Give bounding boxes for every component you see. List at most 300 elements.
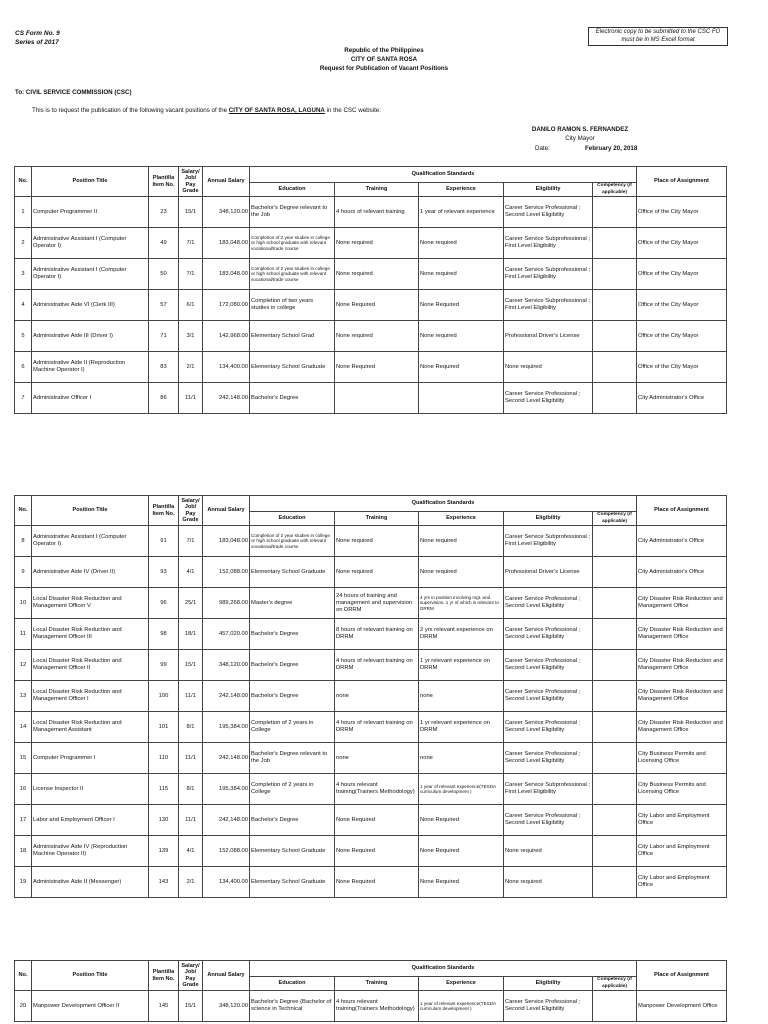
form-number-line: CS Form No. 9 (15, 30, 60, 37)
place-of-assignment: City Business Permits and Licensing Office (637, 774, 727, 805)
eligibility-cell: Career Service Professional ; Second Level Eligibility (504, 991, 593, 1022)
plantilla-item: 93 (149, 557, 179, 588)
experience-cell: None Required (419, 836, 504, 867)
place-of-assignment: City Labor and Employment Office (637, 867, 727, 898)
signatory-title: City Mayor (565, 135, 595, 142)
competency-cell (593, 836, 637, 867)
eligibility-cell: Career Service Subprofessional ; First Level Eligibility (504, 228, 593, 259)
eligibility-cell: Career Service Professional ; Second Level Eligibility (504, 197, 593, 228)
republic-heading: Republic of the Philippines (344, 47, 424, 54)
salary-grade: 2/1 (179, 352, 203, 383)
annual-salary: 134,400.00 (203, 352, 250, 383)
signatory-name: DANILO RAMON S. FERNANDEZ (531, 126, 629, 133)
place-of-assignment: Office of the City Mayor (637, 197, 727, 228)
competency-cell (593, 197, 637, 228)
experience-cell: None Required (419, 290, 504, 321)
annual-salary: 242,148.00 (203, 743, 250, 774)
position-title: Manpower Development Officer II (32, 991, 149, 1022)
education-cell: Bachelor's Degree (250, 650, 335, 681)
training-cell: 4 hours of relevant training on DRRM (335, 712, 419, 743)
place-of-assignment: City Disaster Risk Reduction and Management Office (637, 681, 727, 712)
training-cell (335, 383, 419, 414)
competency-cell (593, 805, 637, 836)
position-title: Local Disaster Risk Reduction and Management Assistant (32, 712, 149, 743)
competency-cell (593, 743, 637, 774)
salary-grade: 3/1 (179, 321, 203, 352)
salary-grade: 11/1 (179, 805, 203, 836)
education-cell: Completion of 2 years in College (250, 712, 335, 743)
education-cell: Bachelor's Degree (250, 681, 335, 712)
experience-cell: none (419, 681, 504, 712)
place-of-assignment: City Labor and Employment Office (637, 805, 727, 836)
plantilla-item: 100 (149, 681, 179, 712)
salary-grade: 11/1 (179, 681, 203, 712)
plantilla-item: 98 (149, 619, 179, 650)
eligibility-cell: Career Service Professional ; Second Level Eligibility (504, 383, 593, 414)
table-row (15, 681, 727, 712)
plantilla-item: 49 (149, 228, 179, 259)
place-of-assignment: City Disaster Risk Reduction and Management Office (637, 619, 727, 650)
experience-cell: 2 yrs relevant experience on DRRM (419, 619, 504, 650)
position-title: Local Disaster Risk Reduction and Management Officer I (32, 681, 149, 712)
place-of-assignment: Office of the City Mayor (637, 259, 727, 290)
place-of-assignment: Office of the City Mayor (637, 228, 727, 259)
plantilla-item: 83 (149, 352, 179, 383)
table-row (15, 321, 727, 352)
education-cell: Bachelor's Degree (Bachelor of science in Technical (250, 991, 335, 1022)
table-row (15, 259, 727, 290)
experience-cell (419, 383, 504, 414)
eligibility-cell: Professional Driver's License (504, 321, 593, 352)
plantilla-item: 91 (149, 526, 179, 557)
position-title: License Inspector II (32, 774, 149, 805)
plantilla-item: 139 (149, 836, 179, 867)
col-header-training: Training (335, 512, 419, 526)
place-of-assignment: Office of the City Mayor (637, 352, 727, 383)
competency-cell (593, 681, 637, 712)
col-header-qualification: Qualification Standards (250, 961, 637, 977)
row-no: 13 (15, 681, 32, 712)
addressee-line: To: CIVIL SERVICE COMMISSION (CSC) (15, 89, 132, 96)
row-no: 7 (15, 383, 32, 414)
plantilla-item: 57 (149, 290, 179, 321)
experience-cell: None Required (419, 352, 504, 383)
row-no: 12 (15, 650, 32, 681)
place-of-assignment: City Business Permits and Licensing Office (637, 743, 727, 774)
plantilla-item: 110 (149, 743, 179, 774)
row-no: 10 (15, 588, 32, 619)
annual-salary: 142,968.00 (203, 321, 250, 352)
table-row (15, 228, 727, 259)
training-cell: None required (335, 526, 419, 557)
education-cell: Elementary School Graduate (250, 867, 335, 898)
table-row (15, 290, 727, 321)
education-cell: Completion of 2 years in College (250, 774, 335, 805)
place-of-assignment: City Disaster Risk Reduction and Management Office (637, 588, 727, 619)
annual-salary: 457,020.00 (203, 619, 250, 650)
salary-grade: 6/1 (179, 290, 203, 321)
request-heading: Request for Publication of Vacant Positions (319, 65, 449, 72)
training-cell: None required (335, 259, 419, 290)
submission-note: Electronic copy to be submitted to the CSC FO must be in MS Excel format (588, 27, 728, 46)
plantilla-item: 71 (149, 321, 179, 352)
col-header-plantilla: Plantilla Item No. (149, 167, 179, 197)
experience-cell: None required (419, 526, 504, 557)
training-cell: None required (335, 557, 419, 588)
row-no: 14 (15, 712, 32, 743)
experience-cell: 1 year of relevant experience (419, 197, 504, 228)
education-cell: Elementary School Grad (250, 321, 335, 352)
position-title: Administrative Aide IV (Driver II) (32, 557, 149, 588)
education-cell-text: Completion of 2 year studies in college or high school graduate with relevant vocational/trade course (251, 533, 330, 549)
salary-grade: 8/1 (179, 774, 203, 805)
col-header-place: Place of Assignment (637, 496, 727, 526)
row-no: 17 (15, 805, 32, 836)
col-header-place: Place of Assignment (637, 961, 727, 991)
table-row (15, 197, 727, 228)
salary-grade: 25/1 (179, 588, 203, 619)
col-header-salary-grade: Salary/ Job/ Pay Grade (179, 167, 203, 197)
row-no: 18 (15, 836, 32, 867)
experience-cell-text: 1 year of relevant experience(TESDA curriculum development ) (420, 1000, 496, 1011)
plantilla-item: 145 (149, 991, 179, 1022)
education-cell-text: Completion of 2 year studies in college or high school graduate with relevant vocational/trade course (251, 235, 330, 251)
col-header-training: Training (335, 183, 419, 197)
training-cell: None Required (335, 352, 419, 383)
table-row (15, 712, 727, 743)
eligibility-cell: None required (504, 867, 593, 898)
place-of-assignment: City Administrator's Office (637, 526, 727, 557)
row-no: 4 (15, 290, 32, 321)
experience-cell-text: 4 yrs in position involving mgt. and supervision, 1 yr of which is relevant to DRRM (420, 595, 499, 611)
plantilla-item: 23 (149, 197, 179, 228)
experience-cell: None Required (419, 867, 504, 898)
col-header-experience: Experience (419, 977, 504, 991)
annual-salary: 989,268.00 (203, 588, 250, 619)
form-number (15, 29, 60, 47)
col-header-competency: Competency (if applicable) (593, 977, 637, 991)
plantilla-item: 96 (149, 588, 179, 619)
position-title: Administrative Officer I (32, 383, 149, 414)
salary-grade: 4/1 (179, 836, 203, 867)
eligibility-cell: Career Service Professional ; Second Level Eligibility (504, 681, 593, 712)
salary-grade: 11/1 (179, 383, 203, 414)
position-title: Administrative Aide III (Driver I) (32, 321, 149, 352)
annual-salary: 195,384.00 (203, 774, 250, 805)
col-header-experience: Experience (419, 183, 504, 197)
col-header-annual-salary: Annual Salary (203, 167, 250, 197)
eligibility-cell: Career Service Subprofessional ; First Level Eligibility (504, 774, 593, 805)
row-no: 1 (15, 197, 32, 228)
training-cell: None Required (335, 836, 419, 867)
eligibility-cell: None required (504, 352, 593, 383)
salary-grade: 11/1 (179, 743, 203, 774)
vacancy-table (14, 495, 727, 898)
position-title: Administrative Aide IV (Reproduction Machine Operator II) (32, 836, 149, 867)
training-cell: None required (335, 321, 419, 352)
annual-salary: 183,048.00 (203, 526, 250, 557)
annual-salary: 172,080.00 (203, 290, 250, 321)
education-cell: Bachelor's Degree (250, 619, 335, 650)
eligibility-cell: Career Service Subprofessional ; First Level Eligibility (504, 526, 593, 557)
intro-after: in the CSC website: (324, 107, 381, 114)
experience-cell (419, 588, 504, 619)
table-row (15, 836, 727, 867)
eligibility-cell: None required (504, 836, 593, 867)
education-cell: Bachelor's Degree relevant to the Job (250, 743, 335, 774)
education-cell (250, 526, 335, 557)
competency-cell (593, 352, 637, 383)
table-row (15, 588, 727, 619)
position-title: Administrative Aide II (Messenger) (32, 867, 149, 898)
education-cell: Bachelor's Degree relevant to the Job (250, 197, 335, 228)
annual-salary: 348,120.00 (203, 650, 250, 681)
vacancy-table (14, 166, 727, 414)
date-label: Date: (535, 145, 550, 152)
salary-grade: 15/1 (179, 991, 203, 1022)
eligibility-cell: Career Service Professional ; Second Level Eligibility (504, 588, 593, 619)
position-title: Local Disaster Risk Reduction and Management Officer III (32, 619, 149, 650)
salary-grade: 4/1 (179, 557, 203, 588)
education-cell: Elementary School Graduate (250, 352, 335, 383)
education-cell: Bachelor's Degree (250, 383, 335, 414)
experience-cell: 1 yr relevant experience on DRRM (419, 650, 504, 681)
annual-salary: 152,088.00 (203, 557, 250, 588)
annual-salary: 242,148.00 (203, 805, 250, 836)
row-no: 3 (15, 259, 32, 290)
annual-salary: 242,148.00 (203, 681, 250, 712)
experience-cell: none (419, 743, 504, 774)
row-no: 11 (15, 619, 32, 650)
plantilla-item: 143 (149, 867, 179, 898)
education-cell: Completion of two years studies in college (250, 290, 335, 321)
experience-cell (419, 991, 504, 1022)
col-header-competency: Competency (if applicable) (593, 512, 637, 526)
col-header-no: No. (15, 496, 32, 526)
salary-grade: 15/1 (179, 650, 203, 681)
training-cell: 4 hours of relevant training on DRRM (335, 650, 419, 681)
col-header-salary-grade: Salary/ Job/ Pay Grade (179, 961, 203, 991)
position-title: Administrative Assistant I (Computer Operator I) (32, 228, 149, 259)
plantilla-item: 99 (149, 650, 179, 681)
col-header-annual-salary: Annual Salary (203, 961, 250, 991)
place-of-assignment: Office of the City Mayor (637, 321, 727, 352)
competency-cell (593, 619, 637, 650)
row-no: 5 (15, 321, 32, 352)
place-of-assignment: City Disaster Risk Reduction and Management Office (637, 650, 727, 681)
competency-cell (593, 383, 637, 414)
training-cell: 24 hours of training and management and supervision on DRRM (335, 588, 419, 619)
col-header-education: Education (250, 512, 335, 526)
annual-salary: 348,120.00 (203, 991, 250, 1022)
plantilla-item: 50 (149, 259, 179, 290)
row-no: 19 (15, 867, 32, 898)
table-row (15, 383, 727, 414)
education-cell (250, 228, 335, 259)
col-header-position: Position Title (32, 496, 149, 526)
position-title: Administrative Aide II (Reproduction Machine Operator I) (32, 352, 149, 383)
eligibility-cell: Career Service Professional ; Second Level Eligibility (504, 712, 593, 743)
annual-salary: 134,400.00 (203, 867, 250, 898)
competency-cell (593, 321, 637, 352)
competency-cell (593, 588, 637, 619)
education-cell-text: Completion of 2 year studies in college or high school graduate with relevant vocational/trade course (251, 266, 330, 282)
row-no: 8 (15, 526, 32, 557)
table-row (15, 352, 727, 383)
col-header-eligibility: Eligibility (504, 977, 593, 991)
education-cell (250, 259, 335, 290)
intro-paragraph (32, 107, 381, 114)
intro-before: This is to request the publication of the following vacant positions of the (32, 107, 229, 114)
col-header-education: Education (250, 977, 335, 991)
plantilla-item: 115 (149, 774, 179, 805)
competency-cell (593, 774, 637, 805)
eligibility-cell: Career Service Professional ; Second Level Eligibility (504, 619, 593, 650)
salary-grade: 7/1 (179, 228, 203, 259)
place-of-assignment: City Administrator's Office (637, 557, 727, 588)
education-cell: Bachelor's Degree (250, 805, 335, 836)
competency-cell (593, 526, 637, 557)
col-header-plantilla: Plantilla Item No. (149, 496, 179, 526)
col-header-experience: Experience (419, 512, 504, 526)
competency-cell (593, 712, 637, 743)
training-cell: none (335, 681, 419, 712)
annual-salary: 242,148.00 (203, 383, 250, 414)
training-cell: 8 hours of relevant training on DRRM (335, 619, 419, 650)
city-heading: CITY OF SANTA ROSA (350, 56, 418, 63)
experience-cell: None required (419, 259, 504, 290)
position-title: Computer Programmer II (32, 197, 149, 228)
position-title: Administrative Assistant I (Computer Operator I) (32, 526, 149, 557)
experience-cell: None Required (419, 805, 504, 836)
annual-salary: 183,048.00 (203, 259, 250, 290)
table-row (15, 743, 727, 774)
education-cell: Elementary School Graduate (250, 557, 335, 588)
education-cell: Master's degree (250, 588, 335, 619)
experience-cell: None required (419, 557, 504, 588)
competency-cell (593, 991, 637, 1022)
place-of-assignment: City Administrator's Office (637, 383, 727, 414)
plantilla-item: 130 (149, 805, 179, 836)
eligibility-cell: Career Service Professional ; Second Level Eligibility (504, 805, 593, 836)
vacancy-table (14, 960, 727, 1022)
position-title: Local Disaster Risk Reduction and Management Officer V (32, 588, 149, 619)
competency-cell (593, 228, 637, 259)
table-row (15, 774, 727, 805)
salary-grade: 7/1 (179, 526, 203, 557)
place-of-assignment: City Labor and Employment Office (637, 836, 727, 867)
annual-salary: 183,048.00 (203, 228, 250, 259)
col-header-salary-grade: Salary/ Job/ Pay Grade (179, 496, 203, 526)
col-header-training: Training (335, 977, 419, 991)
competency-cell (593, 290, 637, 321)
col-header-competency: Competency (if applicable) (593, 183, 637, 197)
table-row (15, 557, 727, 588)
training-cell: None Required (335, 290, 419, 321)
place-of-assignment: City Disaster Risk Reduction and Management Office (637, 712, 727, 743)
position-title: Labor and Employment Officer I (32, 805, 149, 836)
training-cell: 4 hours relevant training(Trainers Methodology) (335, 774, 419, 805)
date-value: February 20, 2018 (585, 145, 638, 152)
plantilla-item: 101 (149, 712, 179, 743)
col-header-qualification: Qualification Standards (250, 496, 637, 512)
table-row (15, 650, 727, 681)
eligibility-cell: Professional Driver's License (504, 557, 593, 588)
eligibility-cell: Career Service Subprofessional ; First Level Eligibility (504, 290, 593, 321)
annual-salary: 348,120.00 (203, 197, 250, 228)
col-header-position: Position Title (32, 167, 149, 197)
experience-cell: None required (419, 228, 504, 259)
annual-salary: 195,384.00 (203, 712, 250, 743)
col-header-annual-salary: Annual Salary (203, 496, 250, 526)
table-row (15, 805, 727, 836)
education-cell: Elementary School Graduate (250, 836, 335, 867)
position-title: Local Disaster Risk Reduction and Management Officer II (32, 650, 149, 681)
row-no: 16 (15, 774, 32, 805)
training-cell: none (335, 743, 419, 774)
position-title: Administrative Aide VI (Clerk III) (32, 290, 149, 321)
competency-cell (593, 867, 637, 898)
table-row (15, 526, 727, 557)
training-cell: 4 hours relevant training(Trainers Methodology) (335, 991, 419, 1022)
training-cell: 4 hours of relevant training (335, 197, 419, 228)
row-no: 20 (15, 991, 32, 1022)
experience-cell-text: 1 year of relevant experience(TESDA curriculum development ) (420, 783, 496, 794)
salary-grade: 15/1 (179, 197, 203, 228)
eligibility-cell: Career Service Subprofessional ; First Level Eligibility (504, 259, 593, 290)
training-cell: None Required (335, 805, 419, 836)
competency-cell (593, 259, 637, 290)
plantilla-item: 86 (149, 383, 179, 414)
col-header-qualification: Qualification Standards (250, 167, 637, 183)
col-header-plantilla: Plantilla Item No. (149, 961, 179, 991)
competency-cell (593, 557, 637, 588)
col-header-no: No. (15, 167, 32, 197)
place-of-assignment: Manpower Development Office (637, 991, 727, 1022)
competency-cell (593, 650, 637, 681)
table-row (15, 619, 727, 650)
position-title: Computer Programmer I (32, 743, 149, 774)
experience-cell: 1 yr relevant experience on DRRM (419, 712, 504, 743)
col-header-education: Education (250, 183, 335, 197)
training-cell: None required (335, 228, 419, 259)
salary-grade: 8/1 (179, 712, 203, 743)
salary-grade: 18/1 (179, 619, 203, 650)
training-cell: None Required (335, 867, 419, 898)
col-header-eligibility: Eligibility (504, 512, 593, 526)
place-of-assignment: Office of the City Mayor (637, 290, 727, 321)
table-row (15, 867, 727, 898)
experience-cell: None required (419, 321, 504, 352)
form-series-line: Series of 2017 (15, 39, 59, 46)
row-no: 2 (15, 228, 32, 259)
salary-grade: 2/1 (179, 867, 203, 898)
row-no: 6 (15, 352, 32, 383)
col-header-position: Position Title (32, 961, 149, 991)
col-header-no: No. (15, 961, 32, 991)
position-title: Administrative Assistant I (Computer Operator I) (32, 259, 149, 290)
row-no: 15 (15, 743, 32, 774)
agency-name: CITY OF SANTA ROSA, LAGUNA (228, 107, 325, 114)
table-row (15, 991, 727, 1022)
experience-cell (419, 774, 504, 805)
col-header-eligibility: Eligibility (504, 183, 593, 197)
salary-grade: 7/1 (179, 259, 203, 290)
eligibility-cell: Career Service Professional ; Second Level Eligibility (504, 650, 593, 681)
annual-salary: 152,088.00 (203, 836, 250, 867)
row-no: 9 (15, 557, 32, 588)
eligibility-cell: Career Service Professional ; Second Level Eligibility (504, 743, 593, 774)
